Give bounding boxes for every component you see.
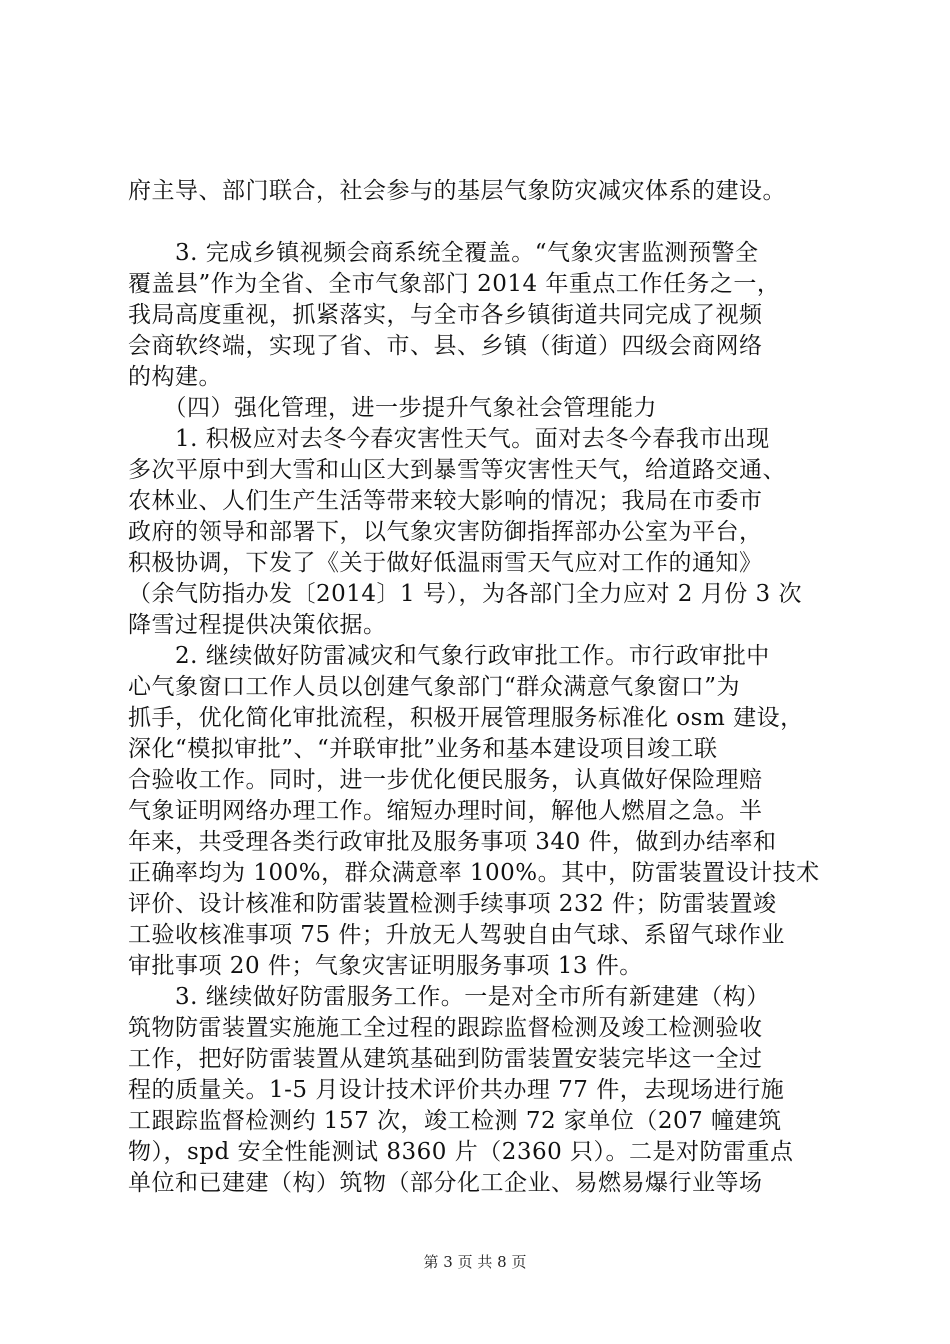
text-line: 工跟踪监督检测约 157 次，竣工检测 72 家单位（207 幢建筑: [128, 1108, 782, 1134]
text-line: 正确率均为 100%，群众满意率 100%。其中，防雷装置设计技术: [128, 860, 820, 886]
text-line: 的构建。: [128, 364, 222, 390]
text-line: 抓手，优化简化审批流程，积极开展管理服务标准化 osm 建设，: [128, 705, 804, 731]
text-line: 2. 继续做好防雷减灾和气象行政审批工作。市行政审批中: [128, 643, 770, 669]
text-line: 单位和已建建（构）筑物（部分化工企业、易燃易爆行业等场: [128, 1170, 763, 1196]
text-line: 深化“模拟审批”、“并联审批”业务和基本建设项目竣工联: [128, 736, 718, 762]
text-line: 气象证明网络办理工作。缩短办理时间，解他人燃眉之急。半: [128, 798, 763, 824]
text-line: 程的质量关。1-5 月设计技术评价共办理 77 件，去现场进行施: [128, 1077, 785, 1103]
section-heading: （四）强化管理，进一步提升气象社会管理能力: [128, 395, 657, 421]
text-line: 积极协调，下发了《关于做好低温雨雪天气应对工作的通知》: [128, 550, 763, 576]
text-line: 府主导、部门联合，社会参与的基层气象防灾减灾体系的建设。: [128, 178, 786, 204]
text-line: 合验收工作。同时，进一步优化便民服务，认真做好保险理赔: [128, 767, 763, 793]
text-line: 筑物防雷装置实施施工全过程的跟踪监督检测及竣工检测验收: [128, 1015, 763, 1041]
text-line: 会商软终端，实现了省、市、县、乡镇（街道）四级会商网络: [128, 333, 763, 359]
text-line: 3. 继续做好防雷服务工作。一是对全市所有新建建（构）: [128, 984, 770, 1010]
text-line: 心气象窗口工作人员以创建气象部门“群众满意气象窗口”为: [128, 674, 741, 700]
text-line: 覆盖县”作为全省、全市气象部门 2014 年重点工作任务之一，: [128, 271, 781, 297]
text-line: 降雪过程提供决策依据。: [128, 612, 387, 638]
text-line: 年来，共受理各类行政审批及服务事项 340 件，做到办结率和: [128, 829, 777, 855]
text-line: （余气防指办发〔2014〕1 号），为各部门全力应对 2 月份 3 次: [128, 581, 802, 607]
text-line: 多次平原中到大雪和山区大到暴雪等灾害性天气，给道路交通、: [128, 457, 786, 483]
text-line: 审批事项 20 件；气象灾害证明服务事项 13 件。: [128, 953, 643, 979]
text-line: 工验收核准事项 75 件；升放无人驾驶自由气球、系留气球作业: [128, 922, 785, 948]
text-line: 政府的领导和部署下，以气象灾害防御指挥部办公室为平台，: [128, 519, 763, 545]
text-line: 物），spd 安全性能测试 8360 片（2360 只）。二是对防雷重点: [128, 1139, 794, 1165]
text-line: 3. 完成乡镇视频会商系统全覆盖。“气象灾害监测预警全: [128, 240, 759, 266]
text-line: 1. 积极应对去冬今春灾害性天气。面对去冬今春我市出现: [128, 426, 770, 452]
text-line: 农林业、人们生产生活等带来较大影响的情况；我局在市委市: [128, 488, 763, 514]
text-line: 评价、设计核准和防雷装置检测手续事项 232 件；防雷装置竣: [128, 891, 777, 917]
text-line: 我局高度重视，抓紧落实，与全市各乡镇街道共同完成了视频: [128, 302, 763, 328]
text-line: 工作，把好防雷装置从建筑基础到防雷装置安装完毕这一全过: [128, 1046, 763, 1072]
page-number-footer: 第 3 页 共 8 页: [423, 1253, 527, 1271]
